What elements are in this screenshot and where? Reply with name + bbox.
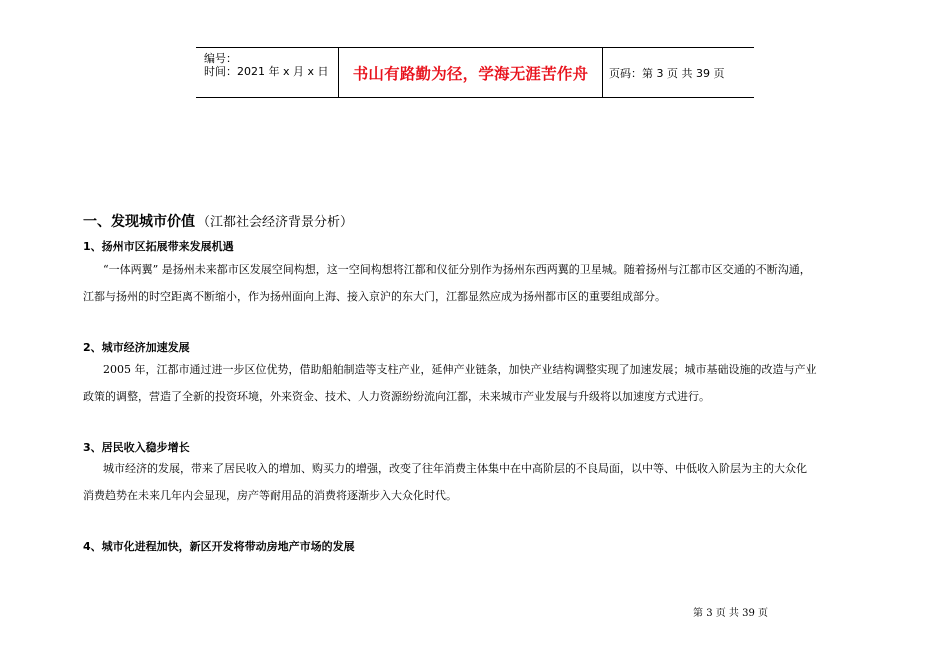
item-heading-1: 1、扬州市区拓展带来发展机遇 xyxy=(83,240,234,253)
paragraph-line: 消费趋势在未来几年内会显现，房产等耐用品的消费将逐渐步入大众化时代。 xyxy=(83,489,457,502)
header-motto-cell xyxy=(338,48,603,97)
paragraph-line: 江都与扬州的时空距离不断缩小，作为扬州面向上海、接入京沪的东大门，江都显然应成为扬州都市区的重要组成部分。 xyxy=(83,290,666,303)
item-paragraph-1 xyxy=(83,256,879,310)
header-page-cell xyxy=(603,48,754,97)
item-heading-4: 4、城市化进程加快，新区开发将带动房地产市场的发展 xyxy=(83,540,355,553)
paragraph-line: “一体两翼” 是扬州未来都市区发展空间构想，这一空间构想将江都和仪征分别作为扬州东西两翼的卫星城。随着扬州与江都市区交通的不断沟通， xyxy=(103,263,811,276)
header-table xyxy=(196,47,754,98)
document-date-label: 时间：2021 年 x 月 x 日 xyxy=(204,65,329,78)
item-paragraph-2 xyxy=(83,356,879,410)
item-paragraph-3 xyxy=(83,455,879,509)
item-heading-3: 3、居民收入稳步增长 xyxy=(83,441,190,454)
item-heading-2: 2、城市经济加速发展 xyxy=(83,341,190,354)
section-title-main: 一、发现城市价值 xyxy=(83,214,195,230)
section-title-subtitle: （江都社会经济背景分析） xyxy=(197,215,354,230)
document-number-label: 编号： xyxy=(204,52,237,65)
paragraph-line: 城市经济的发展，带来了居民收入的增加、购买力的增强，改变了往年消费主体集中在中高阶层的不良局面，以中等、中低收入阶层为主的大众化 xyxy=(103,462,807,475)
section-title xyxy=(83,211,353,231)
header-motto: 书山有路勤为径，学海无涯苦作舟 xyxy=(352,65,589,83)
paragraph-line: 2005 年，江都市通过进一步区位优势，借助船舶制造等支柱产业，延伸产业链条，加快产业结构调整实现了加速发展；城市基础设施的改造与产业 xyxy=(103,363,817,376)
paragraph-line: 政策的调整，营造了全新的投资环境，外来资金、技术、人力资源纷纷流向江都，未来城市产业发展与升级将以加速度方式进行。 xyxy=(83,390,710,403)
header-page-info: 页码：第 3 页 共 39 页 xyxy=(609,67,725,80)
header-meta-cell xyxy=(196,48,338,97)
page-footer: 第 3 页 共 39 页 xyxy=(693,608,768,619)
